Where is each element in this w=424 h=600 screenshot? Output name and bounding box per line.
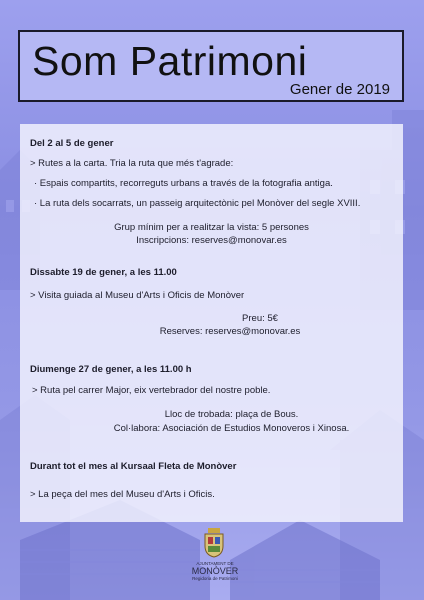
page-subtitle: Gener de 2019: [289, 81, 390, 98]
section-1-note-1: Grup mínim per a realitzar la vista: 5 persones: [114, 222, 309, 233]
section-2-reserves: Reserves: reserves@monovar.es: [159, 326, 301, 337]
logo-line-1: AJUNTAMENT DE: [196, 561, 234, 566]
section-1-line-2: · Espais compartits, recorreguts urbans a través de la fotografia antiga.: [34, 178, 333, 189]
section-3-heading: Diumenge 27 de gener, a les 11.00 h: [30, 364, 192, 375]
section-3-meeting: Lloc de trobada: plaça de Bous.: [164, 409, 299, 420]
section-1-line-1: > Rutes a la carta. Tria la ruta que més t'agrade:: [30, 158, 234, 169]
section-1-note-2: Inscripcions: reserves@monovar.es: [136, 235, 287, 246]
section-2-price: Preu: 5€: [242, 313, 278, 324]
section-4-line-1: > La peça del mes del Museu d'Arts i Oficis.: [30, 489, 215, 500]
section-2-heading: Dissabte 19 de gener, a les 11.00: [30, 267, 177, 278]
section-1-heading: Del 2 al 5 de gener: [30, 138, 114, 149]
page-title: Som Patrimoni: [32, 38, 308, 84]
title-box: [18, 30, 404, 102]
section-3-line-1: > Ruta pel carrer Major, eix vertebrador del nostre poble.: [32, 385, 271, 396]
logo-line-2: MONÒVER: [191, 566, 239, 576]
section-2-line-1: > Visita guiada al Museu d'Arts i Oficis de Monòver: [30, 290, 245, 301]
logo-line-3: Regidoria de Patrimoni: [192, 576, 238, 581]
section-1-line-3: · La ruta dels socarrats, un passeig arquitectònic pel Monòver del segle XVIII.: [34, 198, 361, 209]
events-panel: [20, 124, 403, 522]
section-4-heading: Durant tot el mes al Kursaal Fleta de Monòver: [30, 461, 237, 472]
coat-of-arms-icon: [203, 528, 225, 558]
municipality-logo: [170, 528, 260, 588]
section-3-collab: Col·labora: Asociación de Estudios Monoveros i Xinosa.: [113, 423, 350, 434]
